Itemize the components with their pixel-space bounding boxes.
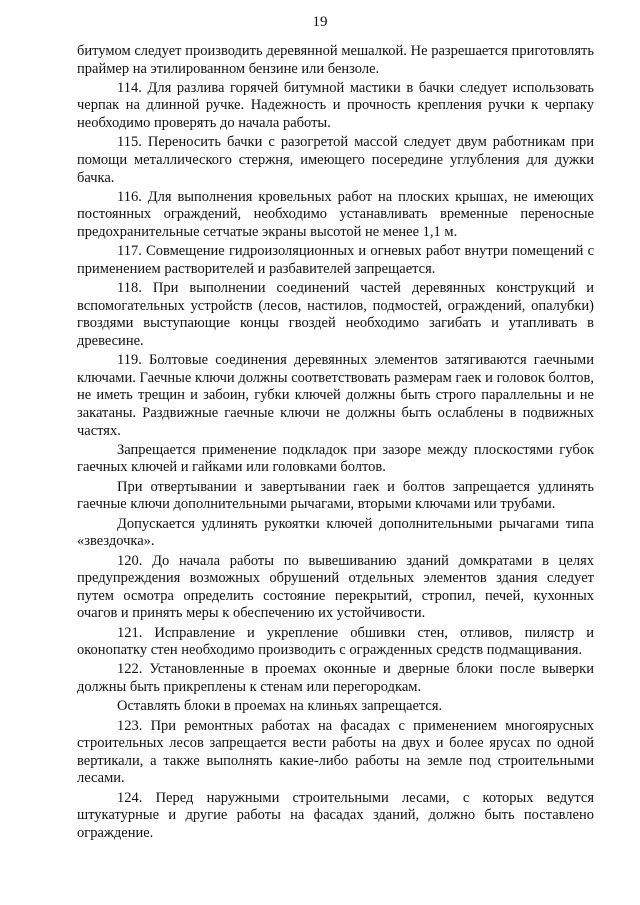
document-body (77, 43, 594, 844)
paragraph-115: 115. Переносить бачки с разогретой массой следует двум работникам при помощи металлического стержня, имеющего посередине углубления для дужки бачка. (77, 134, 594, 186)
paragraph-124: 124. Перед наружными строительными лесами, с которых ведутся штукатурные и другие работы на фасадах зданий, должно быть поставлено ограждение. (77, 789, 594, 841)
paragraph-117: 117. Совмещение гидроизоляционных и огневых работ внутри помещений с применением растворителей и разбавителей запрещается. (77, 243, 594, 277)
paragraph-120: 120. До начала работы по вывешиванию зданий домкратами в целях предупреждения возможных обрушений отдельных элементов здания следует путем осмотра определить состояние перекрытий, стропил, печей, кухонных очагов и принять меры к обеспечению их устойчивости. (77, 552, 594, 622)
paragraph-118: 118. При выполнении соединений частей деревянных конструкций и вспомогательных устройств (лесов, настилов, подмостей, ограждений, опалубки) гвоздями выступающие концы гвоздей необходимо загибать и утапливать в древесине. (77, 280, 594, 349)
paragraph-123: 123. При ремонтных работах на фасадах с применением многоярусных строительных лесов запрещается вести работы на двух и более ярусах по одной вертикали, а также выполнять какие-либо работы на земле под строительными лесами. (77, 717, 594, 787)
paragraph-119: 119. Болтовые соединения деревянных элементов затягиваются гаечными ключами. Гаечные ключи должны соответствовать размерам гаек и головок болтов, не иметь трещин и забоин, губки ключей должны быть строго параллельны и не закатаны. Раздвижные гаечные ключи не должны быть ослаблены в подвижных частях. (77, 352, 594, 439)
paragraph-119-star: Допускается удлинять рукоятки ключей дополнительными рычагами типа «звездочка». (77, 515, 594, 550)
paragraph-119-extension: При отвертывании и завертывании гаек и болтов запрещается удлинять гаечные ключи дополнительными рычагами, вторыми ключами или трубами. (77, 478, 594, 513)
paragraph-116: 116. Для выполнения кровельных работ на плоских крышах, не имеющих постоянных ограждений, необходимо устанавливать временные переносные предохранительные сетчатые экраны высотой не менее 1,1 м. (77, 188, 594, 240)
paragraph-114: 114. Для разлива горячей битумной мастики в бачки следует использовать черпак на длинной ручке. Надежность и прочность крепления ручки к черпаку необходимо проверять до начала работы. (77, 79, 594, 132)
paragraph-122: 122. Установленные в проемах оконные и дверные блоки после выверки должны быть прикреплены к стенам или перегородкам. (77, 661, 594, 696)
page-number: 19 (312, 14, 328, 30)
paragraph-continuation: битумом следует производить деревянной мешалкой. Не разрешается приготовлять праймер на этилированном бензине или бензоле. (77, 43, 594, 77)
paragraph-122-wedges: Оставлять блоки в проемах на клиньях запрещается. (117, 698, 443, 715)
paragraph-119-pads: Запрещается применение подкладок при зазоре между плоскостями губок гаечных ключей и гайками или головками болтов. (77, 441, 594, 476)
paragraph-121: 121. Исправление и укрепление обшивки стен, отливов, пилястр и оконопатку стен необходимо производить с огражденных средств подмащивания. (77, 624, 594, 659)
